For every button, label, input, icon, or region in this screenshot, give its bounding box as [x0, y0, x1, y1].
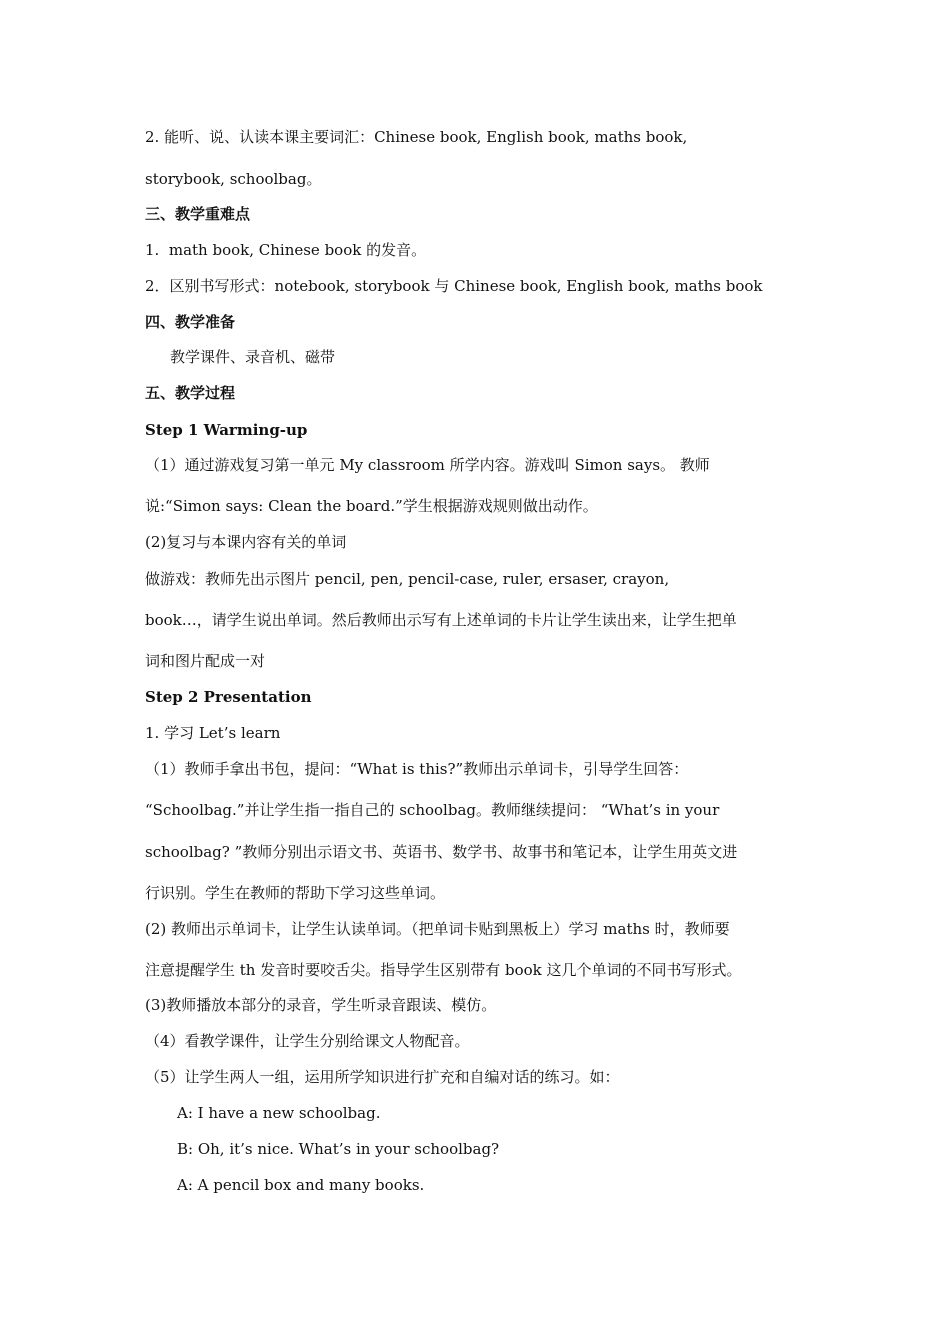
step-1-game: 做游戏：教师先出示图片 pencil, pen, pencil-case, ruler, ersaser, crayon, [145, 570, 670, 588]
step-2-item-1-cont-3: 行识别。学生在教师的帮助下学习这些单词。 [145, 884, 446, 902]
dialogue-line-a2: A: A pencil box and many books. [177, 1176, 425, 1194]
preparation-materials: 教学课件、录音机、磁带 [170, 348, 336, 366]
vocab-objective-line-cont: storybook, schoolbag。 [145, 170, 322, 188]
key-point-1: 1. math book, Chinese book 的发音。 [145, 241, 427, 259]
step-1-item-1-cont: 说:“Simon says: Clean the board.”学生根据游戏规则做出动作。 [145, 497, 598, 515]
vocab-objective-line: 2. 能听、说、认读本课主要词汇：Chinese book, English book, maths book, [145, 128, 688, 146]
step-2-item-4: （4）看教学课件，让学生分别给课文人物配音。 [145, 1032, 470, 1050]
step-2-item-5: （5）让学生两人一组，运用所学知识进行扩充和自编对话的练习。如： [145, 1068, 620, 1086]
step-2-learn-heading: 1. 学习 Let’s learn [145, 724, 281, 742]
dialogue-line-a1: A: I have a new schoolbag. [177, 1104, 381, 1122]
step-1-item-2: (2)复习与本课内容有关的单词 [145, 533, 347, 551]
step-1-game-cont: book…，请学生说出单词。然后教师出示写有上述单词的卡片让学生读出来，让学生把单 [145, 611, 737, 629]
dialogue-line-b1: B: Oh, it’s nice. What’s in your schoolbag? [177, 1140, 500, 1158]
section-heading-process: 五、教学过程 [145, 384, 236, 402]
step-2-item-1-cont-2: schoolbag? ”教师分别出示语文书、英语书、数学书、故事书和笔记本，让学生用英文进 [145, 843, 738, 861]
step-1-heading: Step 1 Warming-up [145, 421, 308, 439]
section-heading-preparation: 四、教学准备 [145, 313, 236, 331]
step-2-item-2-cont: 注意提醒学生 th 发音时要咬舌尖。指导学生区别带有 book 这几个单词的不同书写形式。 [145, 961, 742, 979]
key-point-2: 2．区别书写形式：notebook, storybook 与 Chinese book, English book, maths book [145, 277, 763, 295]
step-2-item-2: (2) 教师出示单词卡，让学生认读单词。（把单词卡贴到黑板上）学习 maths 时，教师要 [145, 920, 730, 938]
step-1-item-1: （1）通过游戏复习第一单元 My classroom 所学内容。游戏叫 Simon says。 教师 [145, 456, 710, 474]
step-1-game-cont-2: 词和图片配成一对 [145, 652, 266, 670]
step-2-item-1-cont: “Schoolbag.”并让学生指一指自己的 schoolbag。教师继续提问： “What’s in your [145, 801, 720, 819]
step-2-heading: Step 2 Presentation [145, 688, 312, 706]
step-2-item-3: (3)教师播放本部分的录音，学生听录音跟读、模仿。 [145, 996, 497, 1014]
step-2-item-1: （1）教师手拿出书包，提问：“What is this?”教师出示单词卡，引导学生回答： [145, 760, 689, 778]
section-heading-key-points: 三、教学重难点 [145, 205, 251, 223]
